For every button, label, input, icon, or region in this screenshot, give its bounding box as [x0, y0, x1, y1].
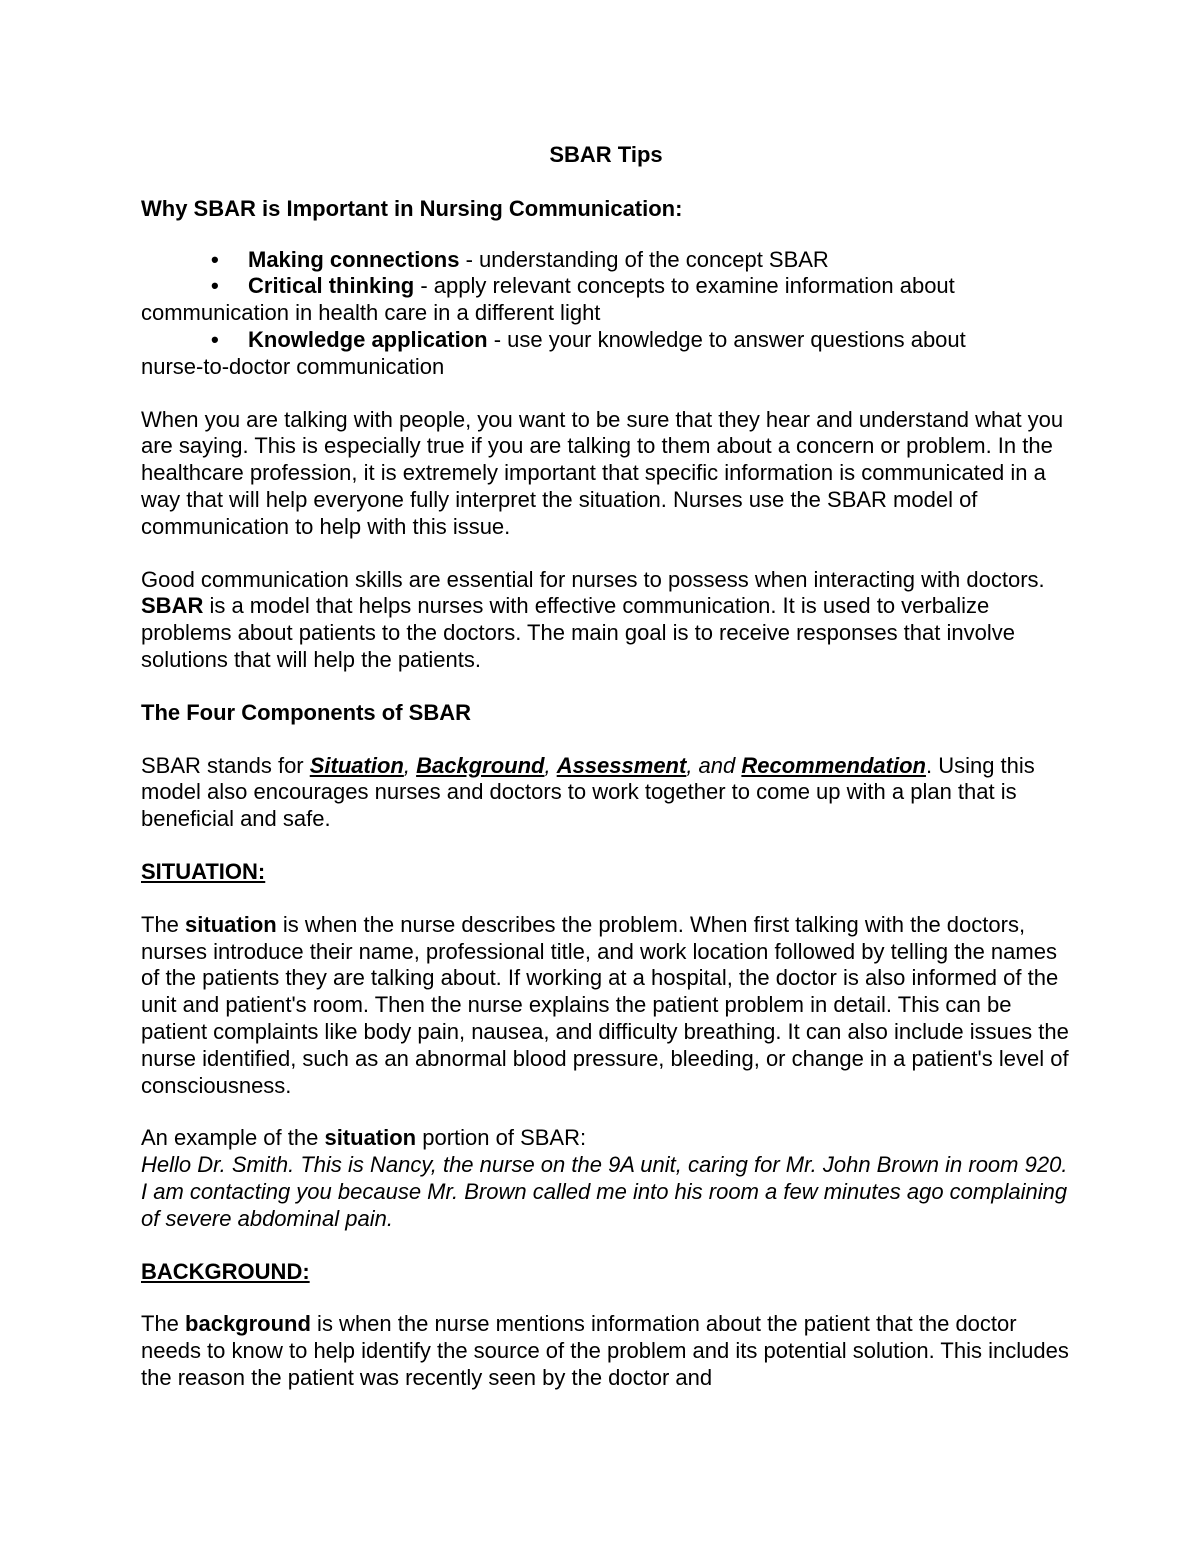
paragraph-text: is when the nurse mentions information about the patient that the doctor needs to know to help identify the source of the problem and its potential solution. This includes the reason the patient was recently seen by the doctor and — [141, 1311, 1069, 1390]
situation-bold: situation — [185, 911, 277, 937]
situation-heading: SITUATION: — [141, 858, 266, 884]
paragraph-text: . Using this model also encourages nurses and doctors to work together to come up with a plan that is beneficial and safe. — [141, 752, 1035, 832]
paragraph-text: is when the nurse describes the problem. When first talking with the doctors, nurses introduce their name, professional title, and work location followed by telling the names of the patients they are talking about. If working at a hospital, the doctor is also informed of the unit and patient's room. Then the nurse explains the patient problem in detail. This can be patient complaints like body pain, nausea, and difficulty breathing. It can also include issues the nurse identified, such as an abnormal blood pressure, bleeding, or change in a patient's level of consciousness. — [141, 911, 1069, 1098]
assessment-term: Assessment — [556, 752, 687, 778]
situation-example: Hello Dr. Smith. This is Nancy, the nurse on the 9A unit, caring for Mr. John Brown in room 920. I am contacting you because Mr. Brown called me into his room a few minutes ago complaining of severe abdominal pain. — [141, 1152, 1068, 1231]
paragraph-text: , and — [686, 752, 742, 778]
bullet-icon: • — [211, 246, 219, 272]
situation-paragraph — [141, 912, 1071, 1100]
sbar-stands-paragraph — [141, 753, 1071, 833]
intro-paragraph: When you are talking with people, you want to be sure that they hear and understand what you are saying. This is especially true if you are talking to them about a concern or problem. In the healthcare profession, it is extremely important that specific information is communicated in a way that will help everyone fully interpret the situation. Nurses use the SBAR model of communication to help with this issue. — [141, 406, 1064, 539]
bullet-list — [141, 247, 1071, 381]
bullet-term: Knowledge application — [248, 326, 488, 352]
bullet-text: - apply relevant concepts to examine information about — [414, 273, 955, 299]
sbar-bold: SBAR — [141, 593, 204, 619]
paragraph-text: An example of the — [141, 1125, 325, 1151]
paragraph-text: portion of SBAR: — [416, 1125, 587, 1151]
list-item — [141, 327, 1071, 381]
paragraph-text: , — [544, 752, 557, 778]
background-term: Background — [416, 752, 545, 778]
document-body — [141, 142, 1071, 1392]
situation-bold: situation — [324, 1125, 417, 1151]
paragraph-text: SBAR stands for — [141, 752, 310, 778]
list-item — [141, 273, 1071, 327]
bullet-text: - use your knowledge to answer questions about — [487, 326, 966, 352]
bullet-icon: • — [211, 326, 219, 352]
page-title: SBAR Tips — [549, 142, 663, 167]
paragraph-text: Good communication skills are essential for nurses to possess when interacting with doctors. — [141, 566, 1045, 592]
bullet-term: Critical thinking — [248, 273, 415, 299]
background-paragraph — [141, 1311, 1071, 1391]
situation-term: Situation — [309, 752, 404, 778]
situation-example-intro — [141, 1125, 1071, 1152]
paragraph-text: The — [141, 1311, 186, 1337]
why-heading: Why SBAR is Important in Nursing Communication: — [141, 195, 683, 221]
list-item — [141, 247, 1071, 274]
paragraph-text: The — [141, 911, 186, 937]
four-components-heading: The Four Components of SBAR — [141, 699, 471, 725]
bullet-continuation: communication in health care in a different light — [141, 300, 601, 326]
bullet-continuation: nurse-to-doctor communication — [141, 353, 445, 379]
bullet-text: - understanding of the concept SBAR — [459, 246, 829, 272]
recommendation-term: Recommendation — [741, 752, 926, 778]
paragraph-text: , — [403, 752, 417, 778]
sbar-model-paragraph — [141, 567, 1071, 674]
paragraph-text: is a model that helps nurses with effective communication. It is used to verbalize problems about patients to the doctors. The main goal is to receive responses that involve solutions that will help the patients. — [141, 593, 1015, 672]
background-bold: background — [185, 1311, 311, 1337]
background-heading: BACKGROUND: — [141, 1258, 310, 1284]
bullet-term: Making connections — [248, 246, 460, 272]
bullet-icon: • — [211, 273, 219, 299]
